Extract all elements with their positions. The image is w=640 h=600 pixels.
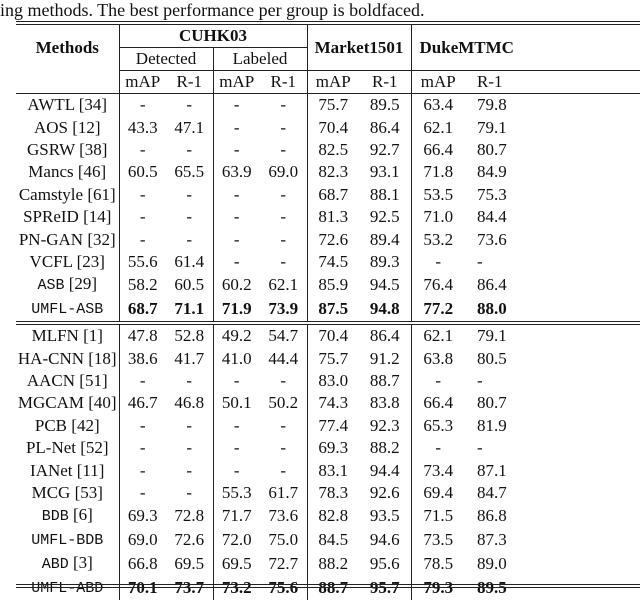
- value-cell: -: [186, 207, 193, 227]
- value-cell: 92.5: [369, 207, 400, 227]
- value-cell: 94.6: [369, 530, 400, 550]
- value-cell: 38.6: [119, 348, 166, 370]
- value-cell: 72.6: [307, 228, 359, 250]
- value-cell: 83.0: [307, 370, 359, 392]
- value-cell: 73.5: [411, 528, 465, 552]
- value-cell: 44.4: [268, 348, 299, 368]
- method-name: ASB: [37, 277, 65, 295]
- value-cell: 47.1: [174, 117, 205, 137]
- table-row: [16, 161, 640, 183]
- value-cell: -: [280, 184, 287, 204]
- method-name: BDB: [41, 508, 69, 526]
- value-cell: 92.6: [369, 483, 400, 503]
- value-cell: -: [213, 370, 260, 392]
- value-cell: -: [119, 184, 166, 206]
- method-cell: [16, 504, 119, 528]
- table-row: [16, 482, 640, 504]
- value-cell: 49.2: [213, 323, 260, 347]
- value-cell: 85.9: [307, 273, 359, 297]
- method-name: AWTL: [27, 95, 75, 115]
- method-citation: [12]: [72, 117, 101, 137]
- method-citation: [32]: [87, 229, 116, 249]
- method-cell: [16, 228, 119, 250]
- method-citation: [1]: [83, 326, 103, 346]
- value-cell: 66.4: [411, 139, 465, 161]
- value-cell: -: [119, 459, 166, 481]
- value-cell: 72.0: [213, 528, 260, 552]
- value-cell: 75.7: [307, 348, 359, 370]
- method-cell: [16, 94, 119, 117]
- header-metric-r1: R-1: [166, 71, 213, 94]
- value-cell: 66.8: [119, 552, 166, 576]
- table-row: [16, 528, 640, 552]
- value-cell: 92.7: [369, 139, 400, 159]
- value-cell: 53.2: [411, 228, 465, 250]
- value-cell: -: [186, 415, 193, 435]
- method-citation: [38]: [79, 139, 108, 159]
- value-cell: 79.8: [477, 95, 507, 115]
- value-cell: -: [119, 228, 166, 250]
- value-cell: 72.7: [268, 554, 299, 574]
- method-citation: [6]: [72, 505, 93, 525]
- value-cell: 93.1: [369, 162, 400, 182]
- method-citation: [11]: [76, 460, 105, 480]
- method-citation: [42]: [71, 415, 100, 435]
- method-cell: [16, 273, 119, 297]
- table-row: [16, 184, 640, 206]
- value-cell: 75.6: [268, 578, 299, 598]
- value-cell: 72.6: [174, 530, 205, 550]
- value-cell: -: [411, 370, 465, 392]
- value-cell: 80.7: [477, 139, 507, 159]
- value-cell: 71.5: [411, 504, 465, 528]
- value-cell: 88.7: [369, 371, 400, 391]
- table-row: [16, 392, 640, 414]
- table-row: [16, 370, 640, 392]
- value-cell: 54.7: [260, 323, 307, 347]
- method-citation: [40]: [88, 393, 117, 413]
- method-cell: [16, 251, 119, 273]
- value-cell: 84.4: [477, 207, 507, 227]
- method-name: Mancs: [28, 162, 74, 182]
- value-cell: 95.7: [369, 578, 400, 598]
- method-citation: [52]: [80, 438, 109, 458]
- value-cell: -: [213, 251, 260, 273]
- value-cell: 43.3: [119, 116, 166, 138]
- method-citation: [29]: [68, 274, 98, 294]
- method-cell: [16, 184, 119, 206]
- value-cell: 82.8: [307, 504, 359, 528]
- value-cell: 86.4: [359, 323, 411, 347]
- value-cell: -: [213, 139, 260, 161]
- method-name: GSRW: [27, 139, 75, 159]
- value-cell: -: [213, 116, 260, 138]
- value-cell: -: [280, 229, 287, 249]
- value-cell: 83.8: [369, 393, 400, 413]
- value-cell: -: [119, 415, 166, 437]
- table-row: [16, 323, 640, 347]
- method-cell: [16, 297, 119, 323]
- value-cell: 73.9: [268, 299, 299, 319]
- method-cell: [16, 348, 119, 370]
- value-cell: 89.5: [477, 578, 507, 598]
- header-metric-r1: R-1: [359, 71, 411, 94]
- method-citation: [61]: [87, 184, 116, 204]
- value-cell: 62.1: [411, 323, 465, 347]
- header-cuhk03: CUHK03: [119, 25, 307, 48]
- value-cell: -: [119, 437, 166, 459]
- value-cell: 46.7: [119, 392, 166, 414]
- value-cell: -: [186, 184, 193, 204]
- method-name: PCB: [34, 415, 68, 435]
- method-name: HA-CNN: [17, 348, 85, 368]
- table-row: [16, 228, 640, 250]
- value-cell: -: [186, 229, 193, 249]
- value-cell: -: [280, 438, 287, 458]
- value-cell: 71.9: [213, 297, 260, 323]
- value-cell: 77.4: [307, 415, 359, 437]
- value-cell: 47.8: [119, 323, 166, 347]
- value-cell: 71.1: [174, 299, 205, 319]
- method-citation: [53]: [74, 483, 103, 503]
- value-cell: 81.3: [307, 206, 359, 228]
- method-citation: [51]: [79, 371, 108, 391]
- table-row: [16, 348, 640, 370]
- value-cell: 71.0: [411, 206, 465, 228]
- method-name: ABD: [41, 556, 69, 574]
- method-citation: [18]: [88, 348, 117, 368]
- value-cell: 62.1: [268, 275, 299, 295]
- value-cell: 87.1: [477, 460, 507, 480]
- value-cell: 83.1: [307, 459, 359, 481]
- value-cell: 89.5: [369, 95, 400, 115]
- method-citation: [46]: [77, 162, 107, 182]
- header-metric-r1: R-1: [465, 71, 640, 94]
- method-cell: [16, 415, 119, 437]
- value-cell: -: [186, 438, 193, 458]
- method-name: Camstyle: [18, 184, 84, 204]
- value-cell: -: [119, 482, 166, 504]
- header-metric-map: mAP: [213, 71, 260, 94]
- header-labeled: Labeled: [213, 48, 307, 71]
- value-cell: 60.5: [174, 275, 205, 295]
- value-cell: -: [213, 415, 260, 437]
- value-cell: -: [186, 483, 193, 503]
- value-cell: 55.6: [119, 251, 166, 273]
- method-name: MCG: [31, 483, 71, 503]
- value-cell: 89.3: [369, 251, 400, 271]
- value-cell: 60.5: [119, 161, 166, 183]
- value-cell: -: [411, 437, 465, 459]
- method-citation: [14]: [83, 207, 112, 227]
- value-cell: 84.7: [477, 483, 507, 503]
- value-cell: 41.7: [174, 348, 205, 368]
- value-cell: 70.1: [119, 576, 166, 600]
- value-cell: -: [280, 460, 287, 480]
- value-cell: 73.6: [477, 229, 507, 249]
- method-name: IANet: [30, 460, 73, 480]
- value-cell: 58.2: [119, 273, 166, 297]
- method-cell: [16, 139, 119, 161]
- value-cell: 84.9: [477, 162, 507, 182]
- value-cell: -: [213, 94, 260, 117]
- value-cell: 65.5: [174, 162, 205, 182]
- value-cell: 86.4: [477, 275, 507, 295]
- value-cell: 71.7: [213, 504, 260, 528]
- value-cell: 88.0: [477, 299, 507, 319]
- header-dukemtmc: DukeMTMC: [411, 25, 640, 71]
- method-cell: [16, 437, 119, 459]
- value-cell: 69.4: [411, 482, 465, 504]
- value-cell: -: [280, 415, 287, 435]
- value-cell: 72.8: [174, 506, 205, 526]
- value-cell: -: [119, 370, 166, 392]
- value-cell: 75.3: [477, 184, 507, 204]
- value-cell: -: [213, 459, 260, 481]
- value-cell: 87.3: [477, 530, 507, 550]
- value-cell: -: [213, 228, 260, 250]
- table-row: [16, 139, 640, 161]
- value-cell: 79.1: [465, 323, 640, 347]
- value-cell: 52.8: [166, 323, 213, 347]
- value-cell: 87.5: [307, 297, 359, 323]
- value-cell: 66.4: [411, 392, 465, 414]
- header-detected: Detected: [119, 48, 213, 71]
- value-cell: 94.5: [369, 275, 400, 295]
- value-cell: 69.0: [268, 162, 299, 182]
- value-cell: 73.6: [268, 506, 299, 526]
- value-cell: 80.5: [477, 348, 507, 368]
- value-cell: 50.2: [268, 393, 299, 413]
- table-row: [16, 206, 640, 228]
- table-row: [16, 116, 640, 138]
- method-cell: [16, 161, 119, 183]
- value-cell: -: [477, 251, 483, 271]
- method-name: MLFN: [31, 326, 79, 346]
- value-cell: 91.2: [369, 348, 400, 368]
- value-cell: 50.1: [213, 392, 260, 414]
- method-name: AOS: [33, 117, 68, 137]
- table-row: [16, 504, 640, 528]
- value-cell: -: [186, 371, 193, 391]
- value-cell: 95.6: [369, 554, 400, 574]
- value-cell: 69.5: [174, 554, 205, 574]
- value-cell: 78.3: [307, 482, 359, 504]
- value-cell: 79.3: [411, 576, 465, 600]
- method-cell: [16, 323, 119, 347]
- table-row: [16, 273, 640, 297]
- value-cell: 79.1: [477, 117, 507, 137]
- value-cell: 69.3: [307, 437, 359, 459]
- value-cell: -: [186, 139, 193, 159]
- value-cell: 65.3: [411, 415, 465, 437]
- value-cell: 73.4: [411, 459, 465, 481]
- method-name: UMFL-ABD: [31, 580, 104, 598]
- method-name: UMFL-BDB: [31, 532, 104, 550]
- table-row: [16, 297, 640, 323]
- value-cell: 89.0: [477, 554, 507, 574]
- value-cell: -: [411, 251, 465, 273]
- value-cell: 92.3: [369, 415, 400, 435]
- table-row: [16, 459, 640, 481]
- value-cell: 68.7: [307, 184, 359, 206]
- method-name: UMFL-ASB: [31, 301, 104, 319]
- method-citation: [3]: [72, 553, 93, 573]
- header-methods: Methods: [35, 37, 99, 57]
- value-cell: -: [213, 206, 260, 228]
- value-cell: -: [186, 460, 193, 480]
- method-cell: [16, 370, 119, 392]
- value-cell: 93.5: [369, 506, 400, 526]
- value-cell: 70.4: [307, 116, 359, 138]
- value-cell: -: [280, 95, 287, 115]
- table-caption: ing methods. The best performance per group is boldfaced.: [0, 0, 425, 20]
- header-metric-map: mAP: [119, 71, 166, 94]
- results-table: [16, 25, 640, 600]
- method-name: MGCAM: [17, 393, 85, 413]
- value-cell: 81.9: [477, 415, 507, 435]
- value-cell: -: [119, 139, 166, 161]
- method-citation: [34]: [78, 95, 108, 115]
- method-citation: [23]: [76, 251, 105, 271]
- header-market1501: Market1501: [307, 25, 411, 71]
- value-cell: 86.4: [369, 117, 400, 137]
- value-cell: 62.1: [411, 116, 465, 138]
- value-cell: 77.2: [411, 297, 465, 323]
- value-cell: 68.7: [119, 297, 166, 323]
- value-cell: 61.4: [174, 251, 205, 271]
- value-cell: 94.4: [369, 460, 400, 480]
- method-cell: [16, 116, 119, 138]
- value-cell: 94.8: [369, 299, 400, 319]
- value-cell: 74.5: [307, 251, 359, 273]
- value-cell: -: [280, 371, 287, 391]
- value-cell: 69.3: [119, 504, 166, 528]
- value-cell: -: [280, 251, 287, 271]
- value-cell: 88.1: [369, 184, 400, 204]
- value-cell: -: [119, 206, 166, 228]
- method-cell: [16, 206, 119, 228]
- value-cell: -: [280, 207, 287, 227]
- value-cell: -: [280, 117, 287, 137]
- value-cell: 76.4: [411, 273, 465, 297]
- value-cell: -: [186, 95, 193, 115]
- table-row: [16, 552, 640, 576]
- value-cell: -: [213, 437, 260, 459]
- table-row: [16, 251, 640, 273]
- header-metric-r1: R-1: [260, 71, 307, 94]
- value-cell: 53.5: [411, 184, 465, 206]
- method-name: AACN: [26, 371, 76, 391]
- value-cell: 63.4: [411, 94, 465, 117]
- value-cell: 71.8: [411, 161, 465, 183]
- value-cell: 74.3: [307, 392, 359, 414]
- value-cell: 89.4: [369, 229, 400, 249]
- table-row: [16, 437, 640, 459]
- value-cell: 63.9: [213, 161, 260, 183]
- value-cell: 88.2: [307, 552, 359, 576]
- value-cell: 63.8: [411, 348, 465, 370]
- method-cell: [16, 528, 119, 552]
- value-cell: 41.0: [213, 348, 260, 370]
- method-cell: [16, 552, 119, 576]
- value-cell: 55.3: [213, 482, 260, 504]
- value-cell: 69.5: [213, 552, 260, 576]
- value-cell: 82.3: [307, 161, 359, 183]
- bottom-rule: [16, 584, 640, 588]
- value-cell: 73.2: [213, 576, 260, 600]
- value-cell: 78.5: [411, 552, 465, 576]
- method-name: SPReID: [23, 207, 79, 227]
- value-cell: 61.7: [268, 483, 299, 503]
- method-cell: [16, 392, 119, 414]
- method-cell: [16, 459, 119, 481]
- value-cell: 88.2: [369, 438, 400, 458]
- table-row: [16, 415, 640, 437]
- value-cell: -: [280, 139, 287, 159]
- method-name: PN-GAN: [18, 229, 84, 249]
- value-cell: 46.8: [174, 393, 205, 413]
- value-cell: 82.5: [307, 139, 359, 161]
- method-cell: [16, 482, 119, 504]
- method-name: PL-Net: [25, 438, 76, 458]
- header-metric-map: mAP: [307, 71, 359, 94]
- value-cell: 60.2: [213, 273, 260, 297]
- value-cell: 80.7: [477, 393, 507, 413]
- value-cell: 86.8: [477, 506, 507, 526]
- value-cell: -: [119, 94, 166, 117]
- value-cell: 70.4: [307, 323, 359, 347]
- header-blank: [16, 71, 119, 94]
- value-cell: 88.7: [307, 576, 359, 600]
- table-row: [16, 576, 640, 600]
- value-cell: 75.7: [307, 94, 359, 117]
- value-cell: 69.0: [119, 528, 166, 552]
- header-metric-map: mAP: [411, 71, 465, 94]
- value-cell: -: [477, 371, 483, 391]
- value-cell: 75.0: [268, 530, 299, 550]
- method-name: VCFL: [29, 251, 73, 271]
- value-cell: -: [213, 184, 260, 206]
- value-cell: 84.5: [307, 528, 359, 552]
- table-row: [16, 94, 640, 117]
- method-cell: [16, 576, 119, 600]
- value-cell: -: [477, 438, 483, 458]
- value-cell: 73.7: [174, 578, 205, 598]
